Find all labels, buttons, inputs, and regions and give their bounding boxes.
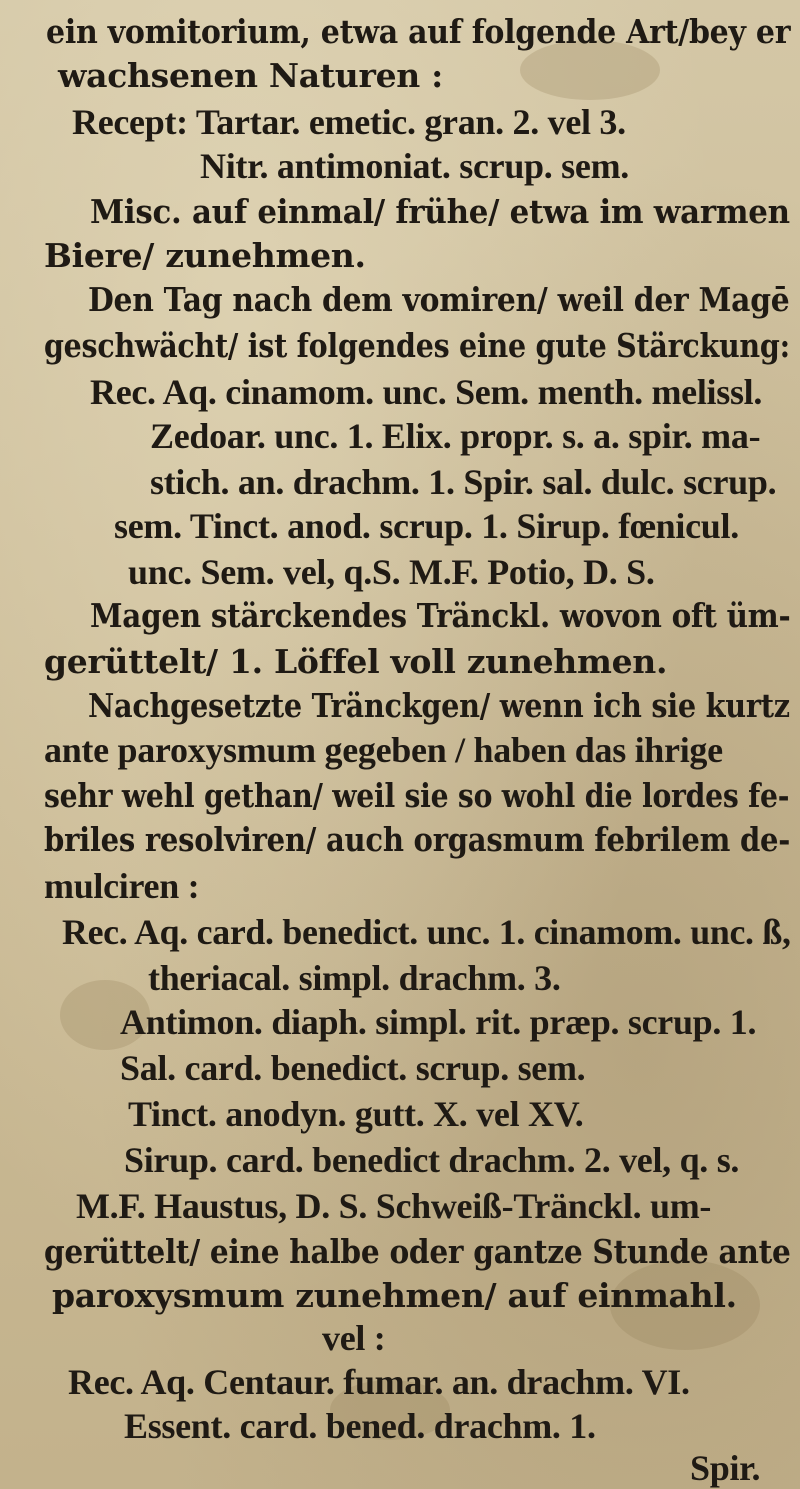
text-line: gerüttelt/ 1. Löffel voll zunehmen.	[44, 642, 668, 681]
text-line: Tinct. anodyn. gutt. X. vel XV.	[128, 1094, 584, 1134]
text-line: geschwächt/ ist folgendes eine gute Stärckung:	[44, 326, 790, 365]
text-line: Zedoar. unc. 1. Elix. propr. s. a. spir. ma-	[150, 416, 761, 456]
text-line: unc. Sem. vel, q.S. M.F. Potio, D. S.	[128, 552, 655, 592]
text-line: theriacal. simpl. drachm. 3.	[148, 958, 561, 998]
text-line: paroxysmum zunehmen/ auf einmahl.	[52, 1276, 737, 1315]
text-line: gerüttelt/ eine halbe oder gantze Stunde ante	[44, 1232, 791, 1271]
text-line: M.F. Haustus, D. S. Schweiß-Tränckl. um-	[76, 1186, 712, 1226]
text-line: wachsenen Naturen :	[58, 56, 444, 95]
text-line: mulciren :	[44, 866, 200, 906]
text-line: stich. an. drachm. 1. Spir. sal. dulc. scrup.	[150, 462, 777, 502]
text-line: vel :	[322, 1318, 386, 1358]
text-line: Rec. Aq. Centaur. fumar. an. drachm. VI.	[68, 1362, 690, 1402]
text-line: sem. Tinct. anod. scrup. 1. Sirup. fœnicul.	[114, 506, 739, 546]
text-line: Magen stärckendes Tränckl. wovon oft üm-	[90, 596, 791, 635]
text-line: Antimon. diaph. simpl. rit. præp. scrup. 1.	[120, 1002, 757, 1042]
text-line: Sirup. card. benedict drachm. 2. vel, q. s.	[124, 1140, 740, 1180]
text-line: Sal. card. benedict. scrup. sem.	[120, 1048, 586, 1088]
text-line: Rec. Aq. card. benedict. unc. 1. cinamom. unc. ß,	[62, 912, 791, 952]
text-line: Recept: Tartar. emetic. gran. 2. vel 3.	[72, 102, 626, 142]
text-line: ein vomitorium, etwa auf folgende Art/bey er	[46, 12, 791, 51]
text-line: Biere/ zunehmen.	[44, 236, 366, 275]
text-line: Essent. card. bened. drachm. 1.	[124, 1406, 596, 1446]
text-line: Misc. auf einmal/ frühe/ etwa im warmen	[90, 192, 790, 231]
text-line: briles resolviren/ auch orgasmum febrilem de-	[44, 820, 791, 859]
text-line: Spir.	[690, 1448, 761, 1488]
text-line: sehr wehl gethan/ weil sie so wohl die lordes fe-	[44, 776, 790, 815]
text-line: ante paroxysmum gegeben / haben das ihrige	[44, 730, 723, 770]
text-line: Nachgesetzte Tränckgen/ wenn ich sie kurtz	[88, 686, 790, 725]
text-line: Den Tag nach dem vomiren/ weil der Magē	[88, 280, 790, 319]
text-line: Nitr. antimoniat. scrup. sem.	[200, 146, 629, 186]
text-line: Rec. Aq. cinamom. unc. Sem. menth. melissl.	[90, 372, 763, 412]
